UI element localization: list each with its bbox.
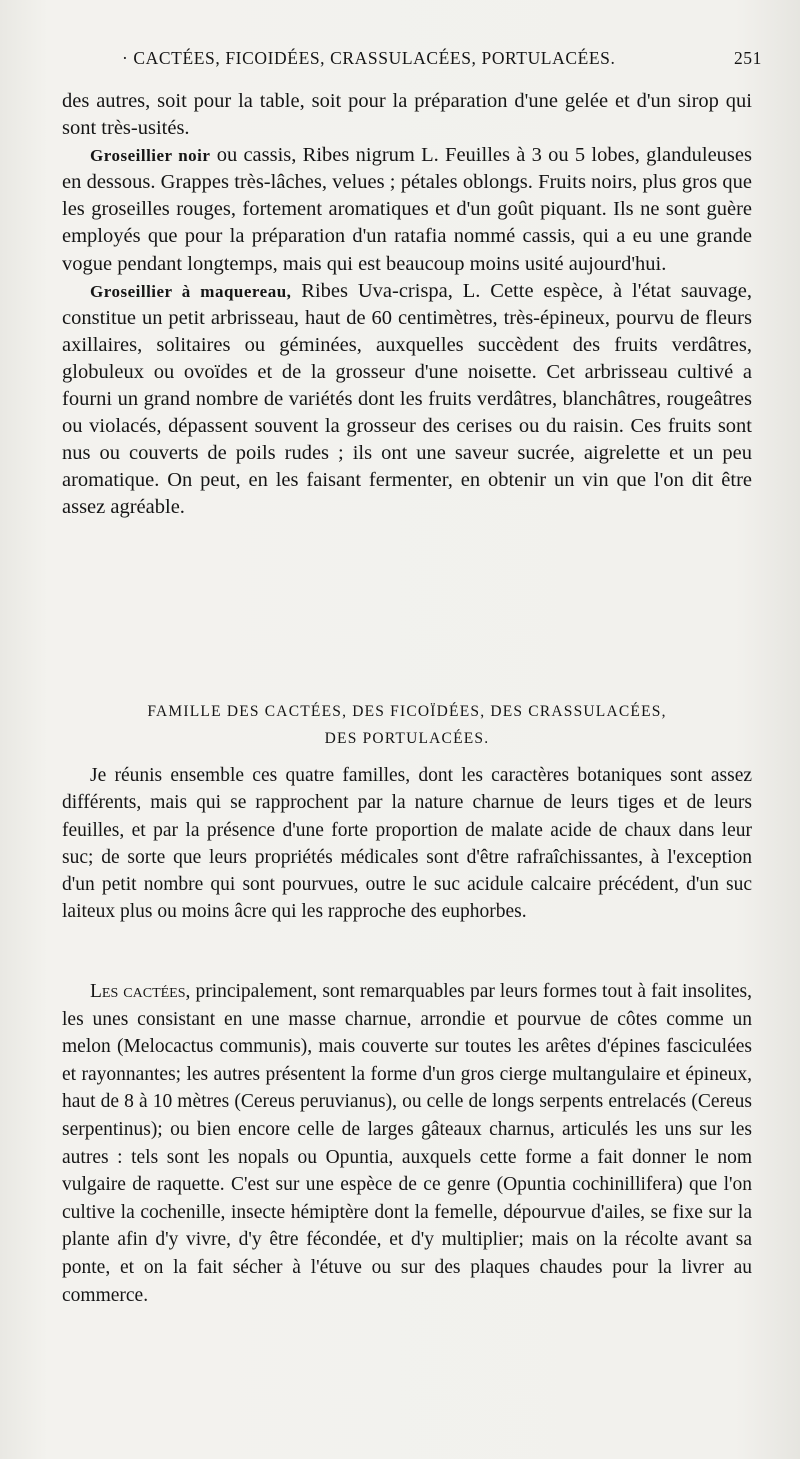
entry-text: , principalement, sont remarquables par leurs formes tout à fait insolites, les unes consistant en une masse charnue, arrondie et pourvue de côtes comme un melon (Melocactus communis), mais couverte sur toutes les arêtes d'épines fasciculées et rayonnantes; les autres présentent la forme d'un gros cierge multangulaire et épineux, haut de 8 à 10 mètres (Cereus peruvianus), ou celle de longs serpents entrelacés (Cereus serpentinus); ou bien encore celle de larges gâteaux charnus, articulés les uns sur les autres : tels sont les nopals ou Opuntia, auxquels cette forme a fait donner le nom vulgaire de raquette. C'est sur une espèce de ce genre (Opuntia cochinillifera) que l'on cultive la cochenille, insecte hémiptère dont la femelle, dépourvue d'ailes, se fixe sur la plante afin d'y vivre, d'y être fécondée, et d'y multiplier; mais on la récolte avant sa ponte, et on la fait sécher à l'étuve ou sur des plaques chaudes pour la livrer au commerce. (62, 981, 753, 1306)
text-block-currants (62, 88, 752, 522)
entry-text: Ribes Uva-crispa, L. Cette espèce, à l'état sauvage, constitue un petit arbrisseau, haut de 60 centimètres, très-épineux, pourvu de fleurs axillaires, solitaires ou géminées, auxquelles succèdent des fruits verdâtres, globuleux ou ovoïdes et de la grosseur d'une noisette. Cet arbrisseau cultivé a fourni un grand nombre de variétés dont les fruits verdâtres, blanchâtres, rougeâtres ou violacés, dépassent souvent la grosseur des cerises ou du raisin. Ces fruits sont nus ou couverts de poils rudes ; ils ont une saveur sucrée, aigrelette et un peu aromatique. On peut, en les faisant fermenter, en obtenir un vin que l'on dit être assez agréable. (62, 279, 753, 519)
paragraph-continued: des autres, soit pour la table, soit pour la préparation d'une gelée et d'un sirop qui sont très-usités. (62, 90, 752, 140)
paragraph-families: Je réunis ensemble ces quatre familles, dont les caractères botaniques sont assez différents, mais qui se rapprochent par la nature charnue de leurs tiges et de leurs feuilles, et par la présence d'une forte proportion de malate acide de chaux dans leur suc; de sorte que leurs propriétés médicales sont d'être rafraîchissantes, à l'exception d'un petit nombre qui sont pourvues, outre le suc acidule calcaire précédent, d'un suc laiteux plus ou moins âcre qui les rapproche des euphorbes. (62, 765, 752, 923)
entry-term: Groseillier noir (90, 146, 211, 166)
section-heading: FAMILLE DES CACTÉES, DES FICOÏDÉES, DES CRASSULACÉES, (147, 703, 667, 720)
paragraph-cactees (62, 978, 752, 1309)
running-head-title: · CACTÉES, FICOIDÉES, CRASSULACÉES, PORTULACÉES. (122, 48, 616, 68)
entry-term: Les cactées (90, 981, 186, 1002)
paragraph-gooseberry (62, 278, 752, 522)
running-head (62, 48, 762, 74)
paragraph-black-currant (62, 142, 752, 277)
page-number: 251 (733, 48, 762, 68)
text-block-intro (62, 762, 752, 926)
entry-term: Groseillier à maquereau, (90, 281, 292, 301)
section-heading-continued: DES PORTULACÉES. (324, 730, 490, 747)
entry-text: ou cassis, Ribes nigrum L. Feuilles à 3 ou 5 lobes, glanduleuses en dessous. Grappes très-lâches, velues ; pétales oblongs. Fruits noirs, plus gros que les groseilles rouges, fortement aromatiques et d'un goût piquant. Ils ne sont guère employés que pour la préparation d'un ratafia nommé cassis, qui a eu une grande vogue pendant longtemps, mais qui est beaucoup moins usité aujourd'hui. (62, 144, 752, 275)
text-block-cactees (62, 978, 752, 1309)
